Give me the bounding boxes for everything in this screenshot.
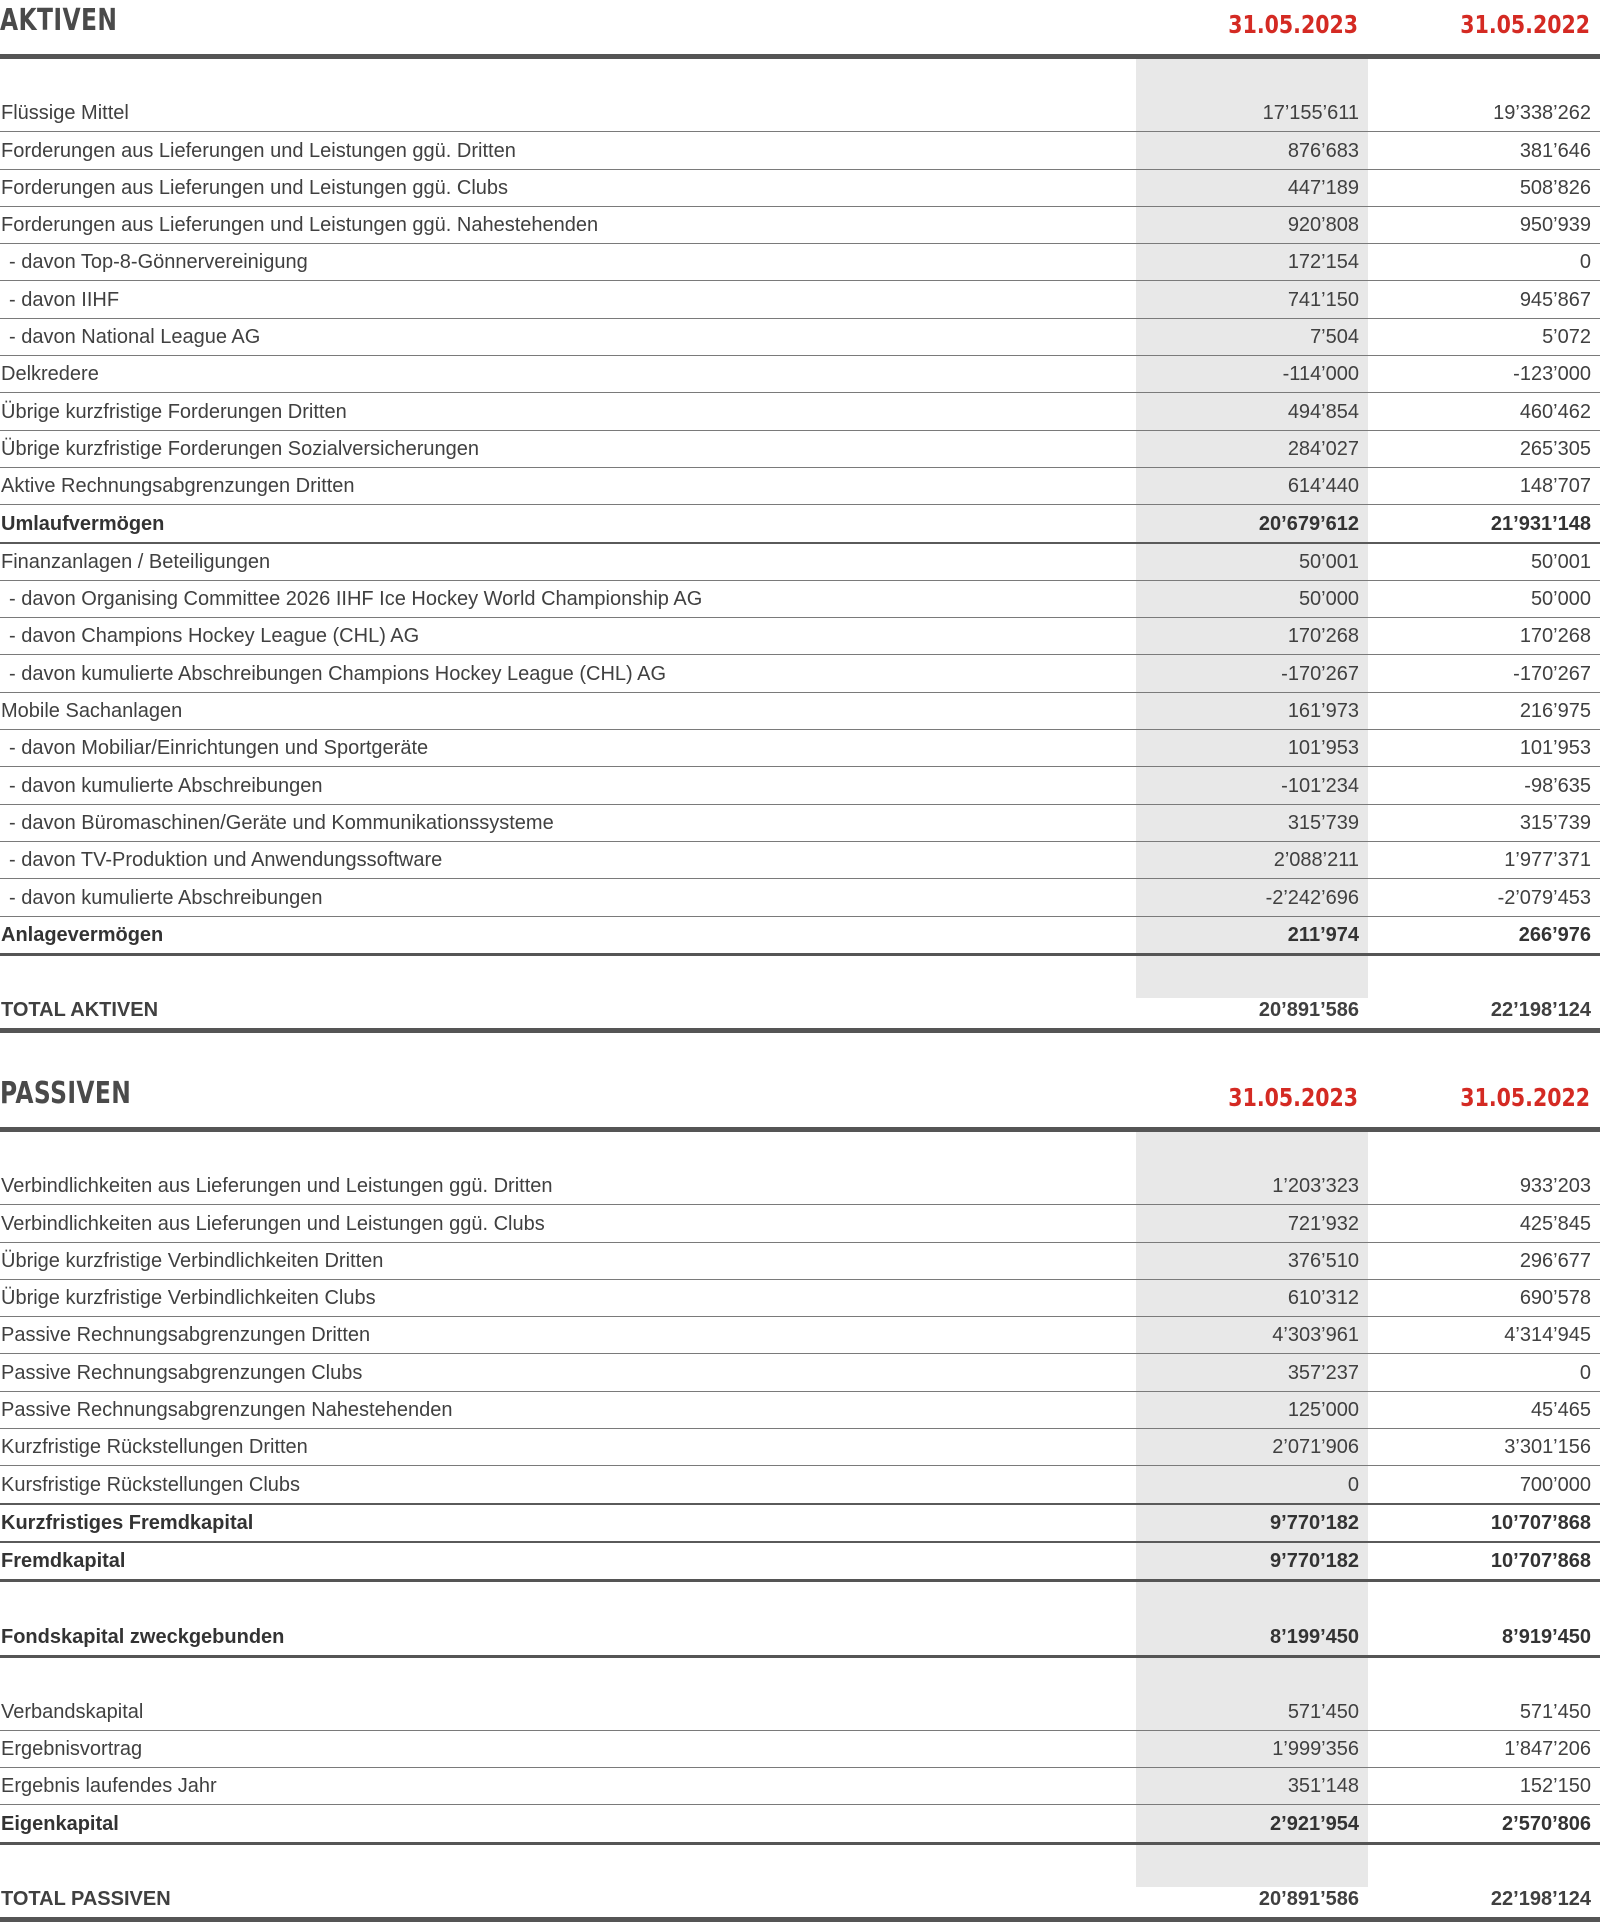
row-label: Verbindlichkeiten aus Lieferungen und Leistungen ggü. Dritten xyxy=(1,1175,553,1198)
passiven-header xyxy=(0,1073,1600,1127)
row-label: Kurzfristige Rückstellungen Dritten xyxy=(1,1436,308,1459)
row-value-2022: -2’079’453 xyxy=(1497,886,1591,909)
row-value-2022: 19’338’262 xyxy=(1493,102,1591,125)
row-label: Passive Rechnungsabgrenzungen Nahestehenden xyxy=(1,1399,453,1422)
row-value-2022: 2’570’806 xyxy=(1502,1812,1591,1835)
passiven-section xyxy=(0,1073,1600,1922)
row-value-2023: 4’303’961 xyxy=(1272,1324,1359,1347)
table-row xyxy=(0,1731,1600,1768)
row-value-2022: 1’977’371 xyxy=(1504,849,1591,872)
row-value-2023: 1’999’356 xyxy=(1272,1738,1359,1761)
spacer xyxy=(0,1582,1600,1618)
row-value-2023: 284’027 xyxy=(1287,437,1359,460)
table-row xyxy=(0,618,1600,655)
row-value-2023: 920’808 xyxy=(1287,214,1359,237)
row-value-2022: 315’739 xyxy=(1519,811,1591,834)
row-value-2023: 20’891’586 xyxy=(1258,1888,1359,1911)
aktiven-header xyxy=(0,0,1600,54)
row-label: Ergebnisvortrag xyxy=(1,1738,143,1761)
row-value-2023: 2’921’954 xyxy=(1270,1812,1359,1835)
row-value-2022: 296’677 xyxy=(1519,1249,1591,1272)
row-value-2022: 933’203 xyxy=(1519,1175,1591,1198)
row-value-2023: 8’199’450 xyxy=(1270,1625,1359,1648)
table-row xyxy=(0,1205,1600,1242)
column-date-previous: 31.05.2022 xyxy=(1460,1083,1590,1112)
row-value-2022: 690’578 xyxy=(1519,1287,1591,1310)
row-value-2023: 315’739 xyxy=(1287,811,1359,834)
row-value-2023: 2’088’211 xyxy=(1273,849,1359,872)
row-label: Verbandskapital xyxy=(1,1700,144,1723)
row-label: - davon TV-Produktion und Anwendungssoftware xyxy=(9,849,443,872)
row-value-2022: 0 xyxy=(1579,251,1591,274)
row-value-2022: 425’845 xyxy=(1519,1212,1591,1235)
row-value-2022: 22’198’124 xyxy=(1490,1888,1591,1911)
subtotal-row xyxy=(0,1505,1600,1543)
row-value-2022: 945’867 xyxy=(1519,288,1591,311)
row-value-2022: 1’847’206 xyxy=(1504,1738,1591,1761)
row-value-2022: 381’646 xyxy=(1519,139,1591,162)
row-label: Eigenkapital xyxy=(1,1812,119,1835)
table-row xyxy=(0,1392,1600,1429)
row-value-2023: 50’001 xyxy=(1298,550,1359,573)
row-value-2023: 211’974 xyxy=(1287,923,1359,946)
table-row xyxy=(0,879,1600,916)
row-value-2022: 10’707’868 xyxy=(1490,1550,1591,1573)
row-label: Passive Rechnungsabgrenzungen Dritten xyxy=(1,1324,371,1347)
row-label: Kursfristige Rückstellungen Clubs xyxy=(1,1473,301,1496)
table-row xyxy=(0,170,1600,207)
row-label: Übrige kurzfristige Forderungen Dritten xyxy=(1,400,347,423)
row-value-2022: 0 xyxy=(1579,1361,1591,1384)
row-value-2023: 876’683 xyxy=(1287,139,1359,162)
row-value-2023: 741’150 xyxy=(1287,288,1359,311)
row-label: - davon National League AG xyxy=(9,326,261,349)
row-label: - davon kumulierte Abschreibungen Champions Hockey League (CHL) AG xyxy=(9,662,667,685)
table-row xyxy=(0,1429,1600,1466)
row-value-2023: 376’510 xyxy=(1287,1249,1359,1272)
row-label: - davon Champions Hockey League (CHL) AG xyxy=(9,625,420,648)
row-value-2023: 614’440 xyxy=(1287,475,1359,498)
table-row xyxy=(0,1354,1600,1391)
total-rule xyxy=(0,1917,1600,1922)
row-value-2022: -123’000 xyxy=(1513,363,1591,386)
row-label: - davon kumulierte Abschreibungen xyxy=(9,774,323,797)
row-label: Verbindlichkeiten aus Lieferungen und Leistungen ggü. Clubs xyxy=(1,1212,545,1235)
row-label: Flüssige Mittel xyxy=(1,102,129,125)
row-label: - davon kumulierte Abschreibungen xyxy=(9,886,323,909)
row-label: - davon Top-8-Gönnervereinigung xyxy=(9,251,308,274)
row-label: Forderungen aus Lieferungen und Leistungen ggü. Nahestehenden xyxy=(1,214,599,237)
row-value-2022: 170’268 xyxy=(1519,625,1591,648)
row-label: Mobile Sachanlagen xyxy=(1,700,183,723)
row-value-2022: 45’465 xyxy=(1530,1399,1591,1422)
row-value-2023: 0 xyxy=(1347,1473,1359,1496)
table-row xyxy=(0,1317,1600,1354)
row-label: Anlagevermögen xyxy=(1,923,164,946)
table-row xyxy=(0,95,1600,132)
table-row xyxy=(0,842,1600,879)
row-value-2022: 50’000 xyxy=(1530,588,1591,611)
table-row xyxy=(0,207,1600,244)
row-value-2023: 1’203’323 xyxy=(1272,1175,1359,1198)
row-value-2023: 125’000 xyxy=(1287,1399,1359,1422)
row-label: Fremdkapital xyxy=(1,1550,126,1573)
row-value-2022: 571’450 xyxy=(1519,1700,1591,1723)
row-value-2022: 265’305 xyxy=(1519,437,1591,460)
row-label: - davon Mobiliar/Einrichtungen und Sportgeräte xyxy=(9,737,429,760)
row-value-2023: -101’234 xyxy=(1281,774,1359,797)
row-label: Passive Rechnungsabgrenzungen Clubs xyxy=(1,1361,363,1384)
row-value-2023: -170’267 xyxy=(1281,662,1359,685)
row-value-2023: 9’770’182 xyxy=(1270,1511,1359,1534)
total-rule xyxy=(0,1028,1600,1033)
table-row xyxy=(0,805,1600,842)
row-value-2023: 101’953 xyxy=(1287,737,1359,760)
row-value-2022: 266’976 xyxy=(1518,923,1591,946)
row-value-2023: 50’000 xyxy=(1298,588,1359,611)
row-label: TOTAL PASSIVEN xyxy=(1,1888,171,1911)
row-value-2023: -2’242’696 xyxy=(1265,886,1359,909)
table-row xyxy=(0,544,1600,581)
row-value-2022: 152’150 xyxy=(1519,1775,1591,1798)
table-row xyxy=(0,1243,1600,1280)
row-label: TOTAL AKTIVEN xyxy=(1,999,159,1022)
subtotal-row xyxy=(0,1805,1600,1844)
row-value-2023: 20’679’612 xyxy=(1258,512,1359,535)
table-row xyxy=(0,431,1600,468)
row-value-2022: 21’931’148 xyxy=(1490,512,1591,535)
table-row xyxy=(0,468,1600,505)
table-row xyxy=(0,393,1600,430)
subtotal-row xyxy=(0,1543,1600,1582)
spacer xyxy=(0,59,1600,95)
row-value-2023: 172’154 xyxy=(1287,251,1359,274)
row-value-2022: 148’707 xyxy=(1519,475,1591,498)
row-label: Forderungen aus Lieferungen und Leistungen ggü. Clubs xyxy=(1,176,509,199)
row-value-2022: -98’635 xyxy=(1524,774,1591,797)
row-value-2022: -170’267 xyxy=(1513,662,1591,685)
row-value-2023: 20’891’586 xyxy=(1258,999,1359,1022)
row-label: Fondskapital zweckgebunden xyxy=(1,1625,285,1648)
row-value-2023: 351’148 xyxy=(1287,1775,1359,1798)
row-value-2022: 50’001 xyxy=(1530,550,1591,573)
row-label: Aktive Rechnungsabgrenzungen Dritten xyxy=(1,475,355,498)
table-row xyxy=(0,693,1600,730)
row-label: Delkredere xyxy=(1,363,99,386)
row-value-2023: 9’770’182 xyxy=(1270,1550,1359,1573)
row-value-2023: 170’268 xyxy=(1287,625,1359,648)
section-title: PASSIVEN xyxy=(0,1076,132,1111)
row-value-2022: 10’707’868 xyxy=(1490,1511,1591,1534)
row-value-2023: -114’000 xyxy=(1282,363,1359,386)
row-label: Übrige kurzfristige Forderungen Sozialversicherungen xyxy=(1,437,480,460)
row-label: Übrige kurzfristige Verbindlichkeiten Dritten xyxy=(1,1249,384,1272)
row-value-2022: 3’301’156 xyxy=(1504,1436,1591,1459)
column-date-current: 31.05.2023 xyxy=(1228,10,1358,39)
spacer xyxy=(0,1132,1600,1168)
total-row xyxy=(0,992,1600,1028)
table-row xyxy=(0,1280,1600,1317)
row-label: Finanzanlagen / Beteiligungen xyxy=(1,550,271,573)
subtotal-row xyxy=(0,1618,1600,1657)
row-label: Forderungen aus Lieferungen und Leistungen ggü. Dritten xyxy=(1,139,516,162)
row-value-2023: 2’071’906 xyxy=(1272,1436,1359,1459)
row-value-2023: 494’854 xyxy=(1287,400,1359,423)
row-value-2023: 721’932 xyxy=(1287,1212,1359,1235)
row-value-2023: 357’237 xyxy=(1287,1361,1359,1384)
row-value-2022: 950’939 xyxy=(1519,214,1591,237)
row-value-2022: 8’919’450 xyxy=(1502,1625,1591,1648)
row-value-2023: 7’504 xyxy=(1310,326,1359,349)
row-value-2022: 700’000 xyxy=(1519,1473,1591,1496)
row-value-2022: 4’314’945 xyxy=(1504,1324,1591,1347)
row-value-2022: 22’198’124 xyxy=(1490,999,1591,1022)
table-row xyxy=(0,1466,1600,1504)
row-value-2023: 610’312 xyxy=(1287,1287,1359,1310)
row-value-2022: 460’462 xyxy=(1519,400,1591,423)
table-row xyxy=(0,730,1600,767)
table-row xyxy=(0,132,1600,169)
spacer xyxy=(0,1658,1600,1694)
row-value-2023: 571’450 xyxy=(1287,1700,1359,1723)
spacer xyxy=(0,956,1600,992)
total-row xyxy=(0,1881,1600,1917)
column-date-current: 31.05.2023 xyxy=(1228,1083,1358,1112)
table-row xyxy=(0,581,1600,618)
table-row xyxy=(0,655,1600,692)
column-date-previous: 31.05.2022 xyxy=(1460,10,1590,39)
table-row xyxy=(0,767,1600,804)
table-row xyxy=(0,1768,1600,1805)
row-label: Kurzfristiges Fremdkapital xyxy=(1,1511,254,1534)
row-value-2023: 447’189 xyxy=(1287,176,1359,199)
row-label: Umlaufvermögen xyxy=(1,512,165,535)
row-label: - davon Organising Committee 2026 IIHF Ice Hockey World Championship AG xyxy=(9,588,703,611)
row-value-2022: 5’072 xyxy=(1542,326,1591,349)
row-value-2023: 17’155’611 xyxy=(1262,102,1359,125)
subtotal-row xyxy=(0,917,1600,956)
table-row xyxy=(0,1694,1600,1731)
table-row xyxy=(0,356,1600,393)
row-value-2022: 508’826 xyxy=(1519,176,1591,199)
row-label: - davon Büromaschinen/Geräte und Kommunikationssysteme xyxy=(9,811,554,834)
row-label: Übrige kurzfristige Verbindlichkeiten Clubs xyxy=(1,1287,376,1310)
table-row xyxy=(0,319,1600,356)
row-value-2022: 216’975 xyxy=(1519,700,1591,723)
spacer xyxy=(0,1845,1600,1881)
row-label: - davon IIHF xyxy=(9,288,120,311)
table-row xyxy=(0,281,1600,318)
row-value-2022: 101’953 xyxy=(1519,737,1591,760)
row-label: Ergebnis laufendes Jahr xyxy=(1,1775,217,1798)
subtotal-row xyxy=(0,505,1600,543)
table-row xyxy=(0,1168,1600,1205)
row-value-2023: 161’973 xyxy=(1287,700,1359,723)
section-title: AKTIVEN xyxy=(0,3,118,38)
table-row xyxy=(0,244,1600,281)
